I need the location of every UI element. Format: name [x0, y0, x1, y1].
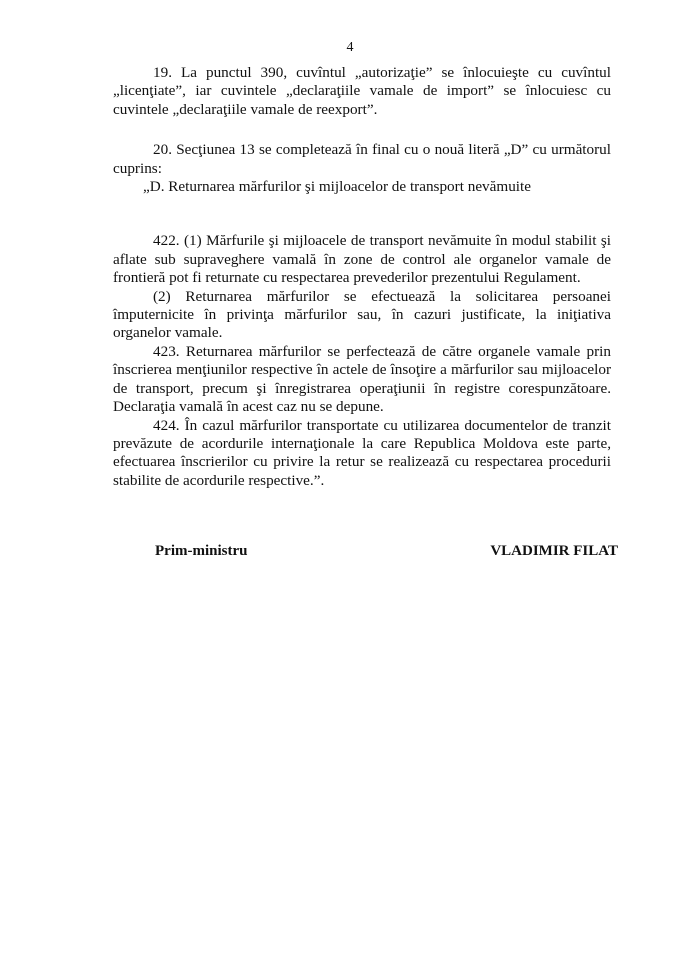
paragraph-422-1: 422. (1) Mărfurile şi mijloacele de transport nevămuite în modul stabilit şi aflate sub supraveghere vamală în zone de control ale organelor vamale de frontieră pot fi returnate cu respectarea prevederilor prezentului Regulament. — [113, 232, 611, 287]
paragraph-spacer — [113, 196, 611, 232]
document-body — [113, 64, 611, 490]
signatory-role: Prim-ministru — [155, 543, 248, 559]
paragraph-423: 423. Returnarea mărfurilor se perfectează de către organele vamale prin înscrierea menţiunilor respective în actele de însoţire a mărfurilor sau mijloacelor de transport, precum şi înregistrarea operaţiunii în registre corespunzătoare. Declaraţia vamală în acest caz nu se depune. — [113, 342, 611, 416]
page-number: 4 — [346, 40, 354, 55]
paragraph-20: 20. Secţiunea 13 se completează în final cu o nouă literă „D” cu următorul cuprins: — [113, 141, 611, 177]
paragraph-422-2: (2) Returnarea mărfurilor se efectuează la solicitarea persoanei împuternicite în privinţa mărfurilor sau, în cazuri justificate, la iniţiativa organelor vamale. — [113, 287, 611, 342]
section-d-title: „D. Returnarea mărfurilor şi mijloacelor de transport nevămuite — [143, 178, 531, 196]
paragraph-19: 19. La punctul 390, cuvîntul „autorizaţie” se înlocuieşte cu cuvîntul „licenţiate”, iar cuvintele „declaraţiile vamale de import” se înlocuiesc cu cuvintele „declaraţiile vamale de reexport”. — [113, 64, 611, 118]
paragraph-spacer — [113, 119, 611, 141]
signatory-name: VLADIMIR FILAT — [490, 543, 618, 559]
paragraph-424: 424. În cazul mărfurilor transportate cu utilizarea documentelor de tranzit prevăzute de acordurile internaţionale la care Republica Moldova este parte, efectuarea înscrierilor cu privire la retur se realizează cu respectarea procedurii stabilite de acordurile respective.”. — [113, 416, 611, 489]
